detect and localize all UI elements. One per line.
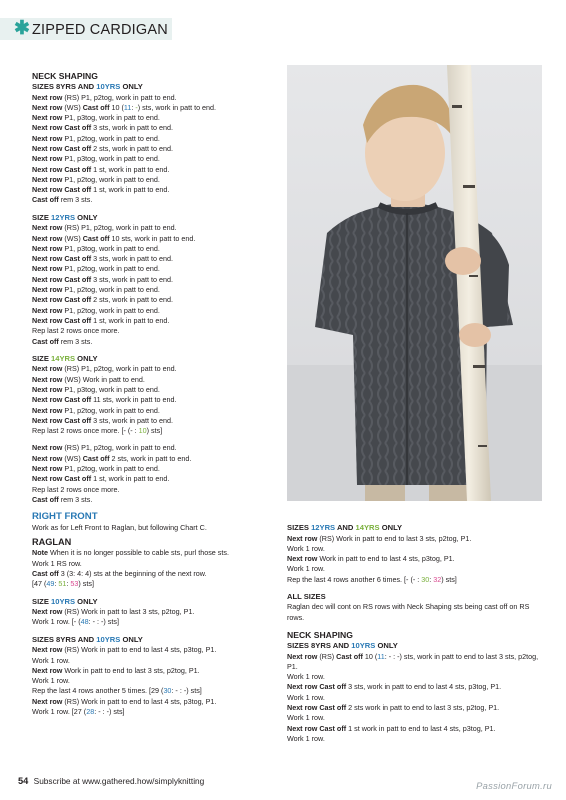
instruction-row: Cast off rem 3 sts. bbox=[32, 494, 93, 504]
instruction-row: Next row (RS) P1, p2tog, work in patt to end. bbox=[32, 223, 177, 233]
instruction-row: Next row Cast off 1 st, work in patt to end. bbox=[32, 474, 170, 484]
instruction-row: Next row (RS) P1, p2tog, work in patt to end. bbox=[32, 443, 177, 453]
size-heading: SIZE 12YRS ONLY bbox=[32, 212, 98, 222]
instruction-row: Work 1 row. [27 (28: - : -) sts] bbox=[32, 707, 125, 717]
instruction-row: Next row Cast off 3 sts, work in patt to end to last 4 sts, p3tog, P1. bbox=[287, 682, 502, 692]
section-title-raglan: RAGLAN bbox=[32, 537, 72, 548]
note-text: Note When it is no longer possible to cable sts, purl those sts. bbox=[32, 548, 229, 558]
instruction-row: Next row P1, p2tog, work in patt to end. bbox=[32, 133, 160, 143]
instruction-row: Next row Work in patt to end to last 3 sts, p2tog, P1. bbox=[32, 665, 200, 675]
instruction-row: Work 1 row. bbox=[287, 713, 325, 723]
size-heading: ALL SIZES bbox=[287, 591, 326, 601]
instruction-row: Next row P1, p2tog, work in patt to end. bbox=[32, 285, 160, 295]
section-text: Raglan dec will cont on RS rows with Neck Shaping sts being cast off on RS rows. bbox=[287, 602, 530, 622]
instruction-row: Rep last 2 rows once more. [- (- : 10) sts] bbox=[32, 426, 163, 436]
instruction-row: Next row P1, p3tog, work in patt to end. bbox=[32, 243, 160, 253]
footer-link[interactable]: Subscribe at www.gathered.how/simplyknitting bbox=[33, 776, 205, 786]
instruction-row: Next row Cast off 1 st, work in patt to end. bbox=[32, 164, 170, 174]
instruction-row: Next row Cast off 3 sts, work in patt to end. bbox=[32, 274, 174, 284]
sizes8-10-rows bbox=[32, 645, 272, 717]
right-column bbox=[287, 523, 542, 744]
instruction-row: Next row P1, p2tog, work in patt to end. bbox=[32, 464, 160, 473]
instruction-row: Work 1 RS row. bbox=[32, 558, 82, 568]
instruction-row: Cast off rem 3 sts. bbox=[32, 336, 93, 346]
instruction-row: Next row (WS) Cast off 2 sts, work in patt to end. bbox=[32, 453, 192, 463]
instruction-row: [47 (49: 51: 53) sts] bbox=[32, 579, 94, 589]
section-title-right-front: RIGHT FRONT bbox=[32, 511, 98, 523]
instruction-row: Next row (WS) Work in patt to end. bbox=[32, 374, 145, 384]
instruction-row: Next row (RS) P1, p2tog, work in patt to end. bbox=[32, 92, 177, 102]
instruction-row: Work 1 row. [- (48: - : -) sts] bbox=[32, 617, 119, 627]
instruction-row: Next row (RS) Cast off 10 (11: - : -) sts, work in patt to end to last 3 sts, p2tog, P1. bbox=[287, 651, 539, 671]
instruction-row: Rep the last 4 rows another 6 times. [- (- : 30: 32) sts] bbox=[287, 574, 457, 584]
instruction-row: Next row Work in patt to end to last 4 sts, p3tog, P1. bbox=[287, 554, 455, 564]
instruction-row: Work 1 row. bbox=[287, 564, 325, 574]
all-after-rows bbox=[32, 443, 272, 505]
size-heading: SIZE 10YRS ONLY bbox=[32, 596, 98, 606]
instruction-row: Work 1 row. bbox=[32, 655, 70, 665]
instruction-row: Next row (RS) P1, p2tog, work in patt to end. bbox=[32, 364, 177, 374]
asterisk-icon: ✱ bbox=[14, 18, 30, 39]
instruction-row: Next row (RS) Work in patt to end to last 4 sts, p3tog, P1. bbox=[32, 696, 217, 706]
instruction-row: Next row P1, p3tog, work in patt to end. bbox=[32, 154, 160, 164]
instruction-row: Next row (RS) Work in patt to end to last 4 sts, p3tog, P1. bbox=[32, 645, 217, 655]
size-heading: SIZES 8YRS AND 10YRS ONLY bbox=[32, 634, 143, 644]
page-number: 54 bbox=[18, 776, 29, 786]
size-heading: SIZES 8YRS AND 10YRS ONLY bbox=[287, 641, 398, 651]
instruction-row: Next row P1, p3tog, work in patt to end. bbox=[32, 113, 160, 123]
instruction-row: Work 1 row. bbox=[287, 543, 325, 553]
instruction-row: Next row (RS) Work in patt to end to last 3 sts, p2tog, P1. bbox=[287, 533, 472, 543]
instruction-row: Next row Cast off 3 sts, work in patt to end. bbox=[32, 254, 174, 264]
instruction-row: Next row P1, p2tog, work in patt to end. bbox=[32, 264, 160, 274]
instruction-row: Next row Cast off 3 sts, work in patt to end. bbox=[32, 415, 174, 425]
size12-rows bbox=[32, 223, 272, 347]
instruction-row: Cast off rem 3 sts. bbox=[32, 195, 93, 205]
left-column bbox=[32, 71, 272, 717]
neck1-rows bbox=[32, 93, 272, 206]
instruction-row: Next row Cast off 2 sts, work in patt to end. bbox=[32, 295, 174, 305]
section-heading: NECK SHAPING bbox=[287, 630, 353, 641]
instruction-row: Rep last 2 rows once more. bbox=[32, 484, 120, 494]
size-heading: SIZES 12YRS AND 14YRS ONLY bbox=[287, 523, 403, 532]
watermark: PassionForum.ru bbox=[476, 780, 552, 791]
instruction-row: Next row Cast off 2 sts work in patt to end to last 3 sts, p2tog, P1. bbox=[287, 703, 500, 713]
instruction-row: Work 1 row. bbox=[287, 692, 325, 702]
instruction-row: Next row Cast off 11 sts, work in patt to end. bbox=[32, 395, 177, 405]
instruction-row: Next row Cast off 1 st, work in patt to end. bbox=[32, 185, 170, 195]
instruction-row: Work 1 row. bbox=[287, 672, 325, 682]
size-heading: SIZE 14YRS ONLY bbox=[32, 353, 98, 363]
instruction-row: Cast off 3 (3: 4: 4) sts at the beginning of the next row. bbox=[32, 569, 207, 579]
instruction-row: Next row Cast off 1 st work in patt to end to last 4 sts, p3tog, P1. bbox=[287, 723, 496, 733]
boy-cardigan-photo bbox=[287, 65, 542, 501]
size14-rows bbox=[32, 364, 272, 436]
instruction-row: Next row (RS) Work in patt to last 3 sts, p2tog, P1. bbox=[32, 607, 195, 617]
section-text: Work as for Left Front to Raglan, but following Chart C. bbox=[32, 523, 207, 533]
instruction-row: Next row P1, p2tog, work in patt to end. bbox=[32, 305, 160, 315]
instruction-row: Next row (WS) Cast off 10 (11: -) sts, work in patt to end. bbox=[32, 102, 217, 112]
instruction-row: Work 1 row. bbox=[287, 733, 325, 743]
page-header bbox=[0, 18, 172, 40]
instruction-row: Next row Cast off 3 sts, work in patt to end. bbox=[32, 123, 174, 133]
size-heading: SIZES 8YRS AND 10YRS ONLY bbox=[32, 82, 143, 91]
instruction-row: Next row (WS) Cast off 10 sts, work in patt to end. bbox=[32, 233, 196, 243]
instruction-row: Next row P1, p3tog, work in patt to end. bbox=[32, 384, 160, 394]
instruction-row: Next row P1, p2tog, work in patt to end. bbox=[32, 174, 160, 184]
instruction-row: Next row Cast off 1 st, work in patt to end. bbox=[32, 315, 170, 325]
instruction-row: Work 1 row. bbox=[32, 676, 70, 686]
instruction-row: Next row P1, p2tog, work in patt to end. bbox=[32, 405, 160, 415]
page-footer bbox=[18, 776, 204, 786]
instruction-row: Rep last 2 rows once more. bbox=[32, 326, 120, 336]
page-title: ZIPPED CARDIGAN bbox=[32, 22, 168, 38]
instruction-row: Rep the last 4 rows another 5 times. [29 (30: - : -) sts] bbox=[32, 686, 202, 696]
section-heading: NECK SHAPING bbox=[32, 71, 98, 81]
instruction-row: Next row Cast off 2 sts, work in patt to end. bbox=[32, 143, 174, 153]
